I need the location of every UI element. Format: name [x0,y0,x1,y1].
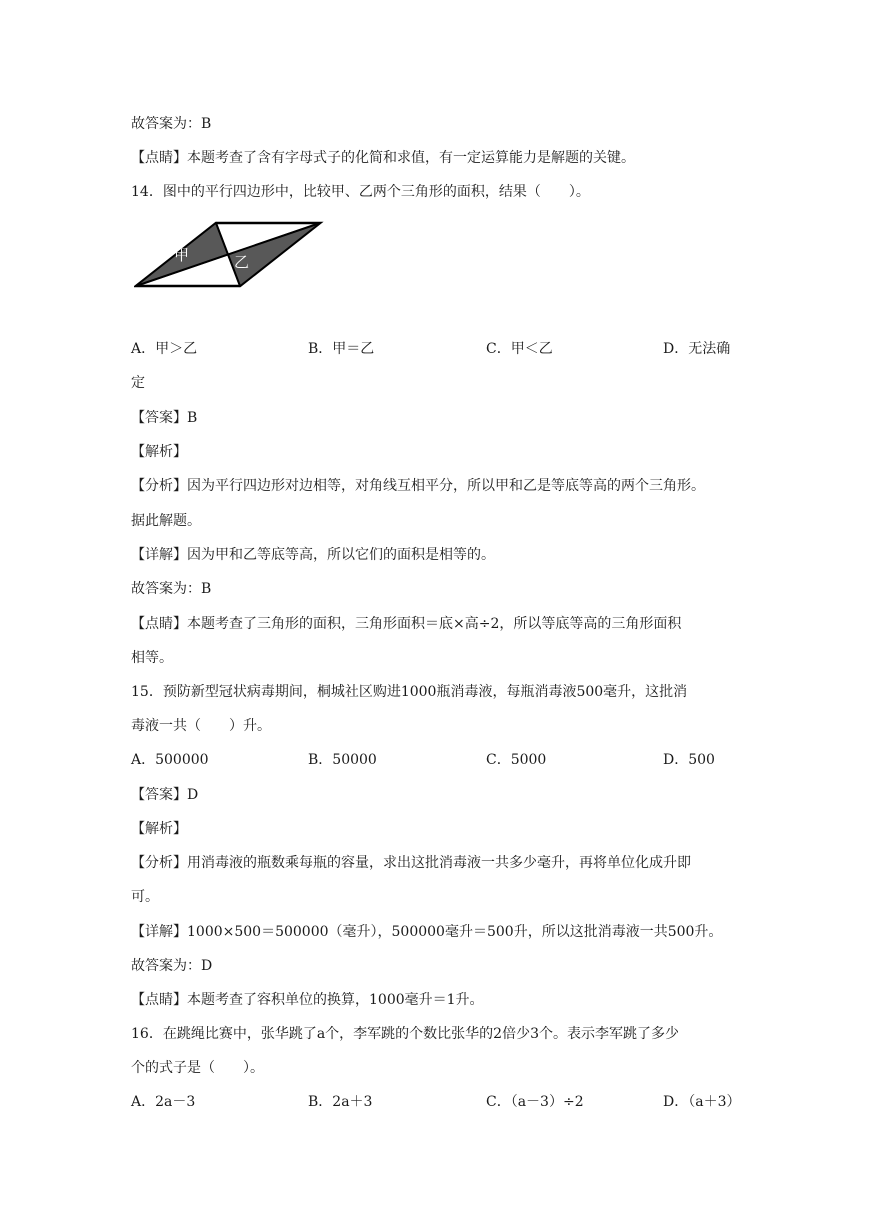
q15-choices [131,750,751,770]
choice-d-continuation: 定 [131,375,145,391]
comment-line: 【点睛】本题考查了三角形的面积，三角形面积＝底×高÷2，所以等底等高的三角形面积 [131,616,682,632]
question-14: 14．图中的平行四边形中，比较甲、乙两个三角形的面积，结果（ ）。 [131,184,590,200]
answer-line: 故答案为：B [131,581,212,597]
answer-line: 故答案为：B [131,116,212,132]
choice-d: D．500 [663,752,715,768]
choice-a: A．500000 [131,752,209,768]
label-jia: 甲 [174,246,190,264]
question-16: 16．在跳绳比赛中，张华跳了a个，李军跳的个数比张华的2倍少3个。表示李军跳了多少 [131,1026,679,1042]
analysis-line: 【分析】用消毒液的瓶数乘每瓶的容量，求出这批消毒液一共多少毫升，再将单位化成升即 [131,855,691,871]
choice-b: B．50000 [308,752,377,768]
choice-d: D．无法确 [663,341,731,357]
question-16-cont: 个的式子是（ ）。 [131,1060,264,1076]
comment-line: 【点睛】本题考查了容积单位的换算，1000毫升＝1升。 [131,992,484,1008]
analysis-line: 据此解题。 [131,513,201,529]
q14-choices [131,339,751,359]
choice-a: A．甲＞乙 [131,341,198,357]
question-15: 15．预防新型冠状病毒期间，桐城社区购进1000瓶消毒液，每瓶消毒液500毫升，这批消 [131,684,688,700]
analysis-line: 【分析】因为平行四边形对边相等，对角线互相平分，所以甲和乙是等底等高的两个三角形。 [131,478,705,494]
analysis-heading: 【解析】 [131,444,187,460]
analysis-heading: 【解析】 [131,821,187,837]
choice-c: C．（a－3）÷2 [486,1094,584,1110]
answer-heading: 【答案】B [131,410,198,426]
label-yi: 乙 [234,253,250,271]
analysis-line: 可。 [131,889,159,905]
answer-line: 故答案为：D [131,958,213,974]
choice-c: C．5000 [486,752,547,768]
answer-heading: 【答案】D [131,787,199,803]
choice-b: B．2a＋3 [308,1094,373,1110]
choice-a: A．2a－3 [131,1094,196,1110]
q16-choices [131,1092,751,1112]
detail-line: 【详解】因为甲和乙等底等高，所以它们的面积是相等的。 [131,547,495,563]
question-15-cont: 毒液一共（ ）升。 [131,718,271,734]
comment-line: 【点睛】本题考查了含有字母式子的化简和求值，有一定运算能力是解题的关键。 [131,150,635,166]
parallelogram-figure [134,220,324,292]
choice-b: B．甲＝乙 [308,341,375,357]
comment-line: 相等。 [131,650,173,666]
choice-c: C．甲＜乙 [486,341,553,357]
detail-line: 【详解】1000×500＝500000（毫升），500000毫升＝500升，所以这批消毒液一共500升。 [131,924,723,940]
choice-d: D．（a＋3） [663,1094,741,1110]
